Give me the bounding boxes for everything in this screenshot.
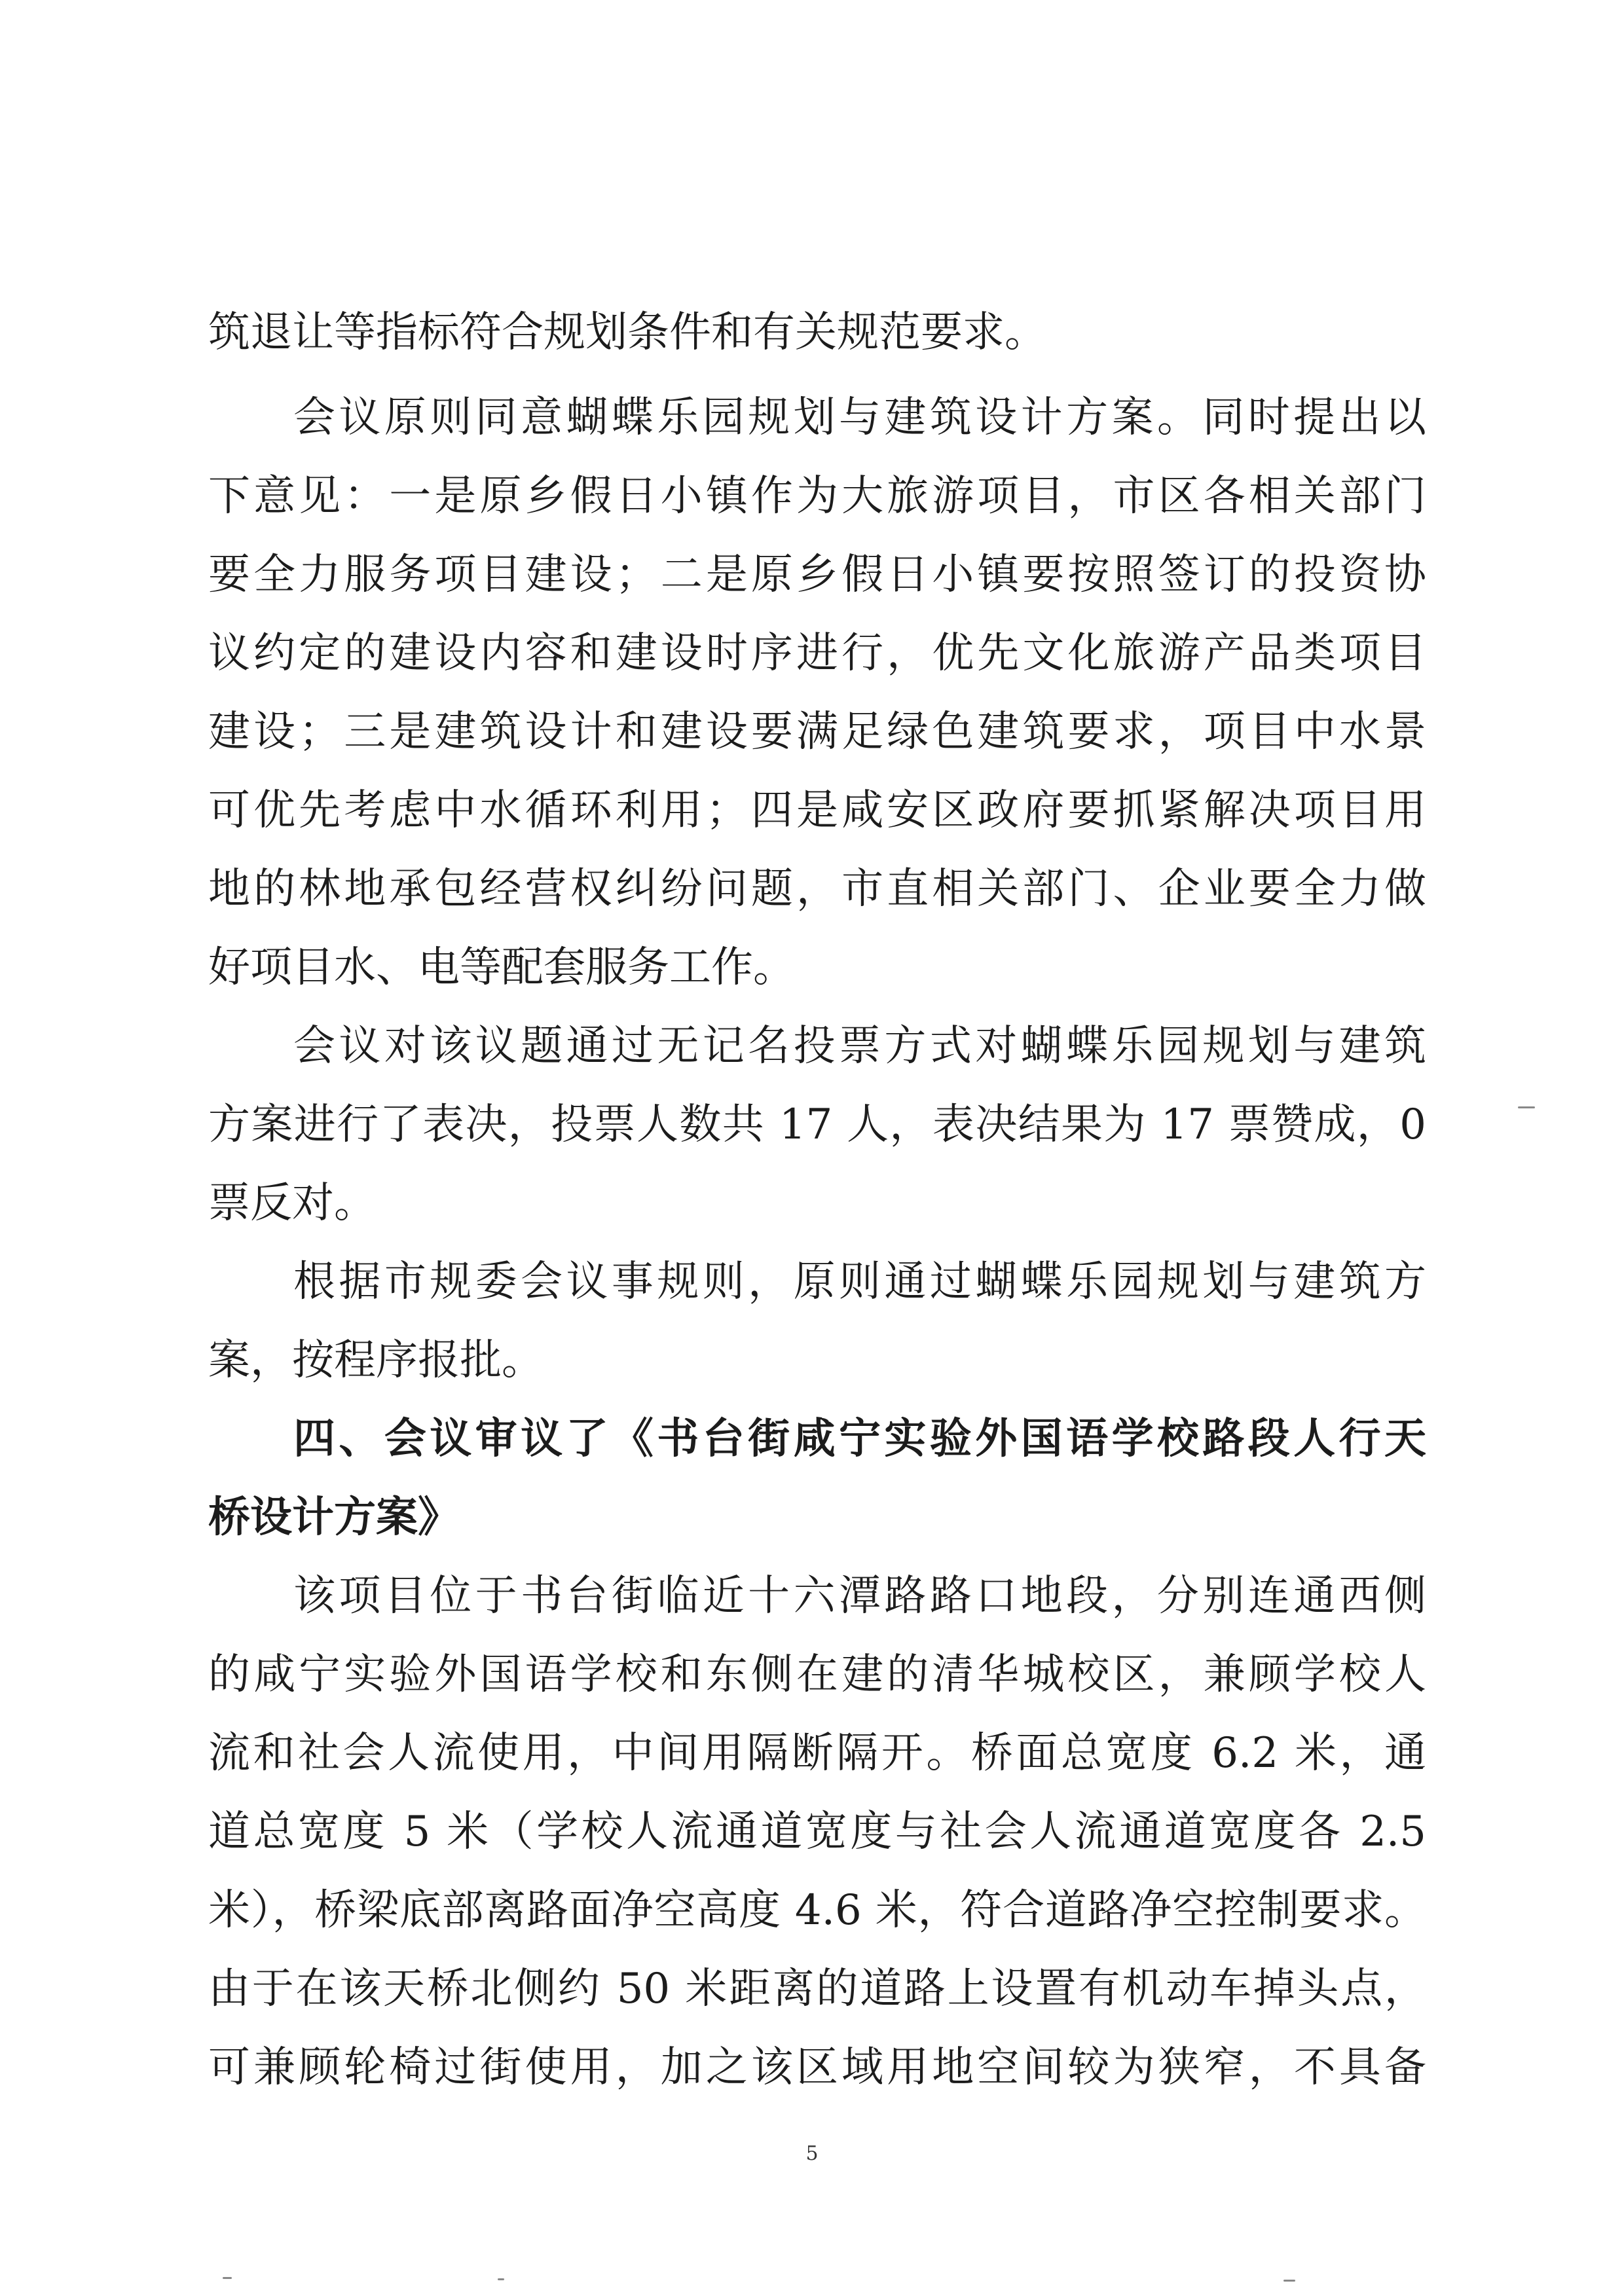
paragraph-opinion-line: 议约定的建设内容和建设时序进行，优先文化旅游产品类项目 (208, 629, 1426, 678)
paragraph-opinion-line: 下意见：一是原乡假日小镇作为大旅游项目，市区各相关部门 (208, 472, 1426, 520)
page-number: 5 (805, 2142, 819, 2165)
section-heading-line: 桥设计方案》 (208, 1493, 460, 1542)
paragraph-opinion-line: 建设；三是建筑设计和建设要满足绿色建筑要求，项目中水景 (208, 708, 1426, 756)
paragraph-bridge-line: 可兼顾轮椅过街使用，加之该区域用地空间较为狭窄，不具备 (208, 2043, 1426, 2092)
text-line-continuation: 筑退让等指标符合规划条件和有关规范要求。 (208, 308, 1046, 357)
paragraph-approval-line: 根据市规委会议事规则，原则通过蝴蝶乐园规划与建筑方 (293, 1258, 1426, 1306)
paragraph-bridge-line: 道总宽度 5 米（学校人流通道宽度与社会人流通道宽度各 2.5 (208, 1808, 1426, 1856)
scan-speck (223, 2277, 232, 2279)
paragraph-opinion-line: 会议原则同意蝴蝶乐园规划与建筑设计方案。同时提出以 (293, 393, 1426, 442)
paragraph-vote-line: 方案进行了表决，投票人数共 17 人，表决结果为 17 票赞成，0 (208, 1101, 1426, 1149)
paragraph-bridge-line: 该项目位于书台街临近十六潭路路口地段，分别连通西侧 (293, 1572, 1426, 1620)
paragraph-opinion-line: 好项目水、电等配套服务工作。 (208, 943, 795, 992)
scan-speck (1518, 1106, 1535, 1108)
paragraph-vote-line: 票反对。 (208, 1179, 376, 1228)
scan-speck (1283, 2280, 1295, 2282)
scan-speck (498, 2278, 504, 2280)
paragraph-opinion-line: 地的林地承包经营权纠纷问题，市直相关部门、企业要全力做 (208, 865, 1426, 913)
paragraph-bridge-line: 流和社会人流使用，中间用隔断隔开。桥面总宽度 6.2 米，通 (208, 1729, 1426, 1777)
paragraph-bridge-line: 由于在该天桥北侧约 50 米距离的道路上设置有机动车掉头点， (208, 1965, 1426, 2013)
paragraph-bridge-line: 的咸宁实验外国语学校和东侧在建的清华城校区，兼顾学校人 (208, 1650, 1426, 1699)
paragraph-approval-line: 案，按程序报批。 (208, 1336, 544, 1385)
paragraph-opinion-line: 要全力服务项目建设；二是原乡假日小镇要按照签订的投资协 (208, 551, 1426, 599)
paragraph-bridge-line: 米），桥梁底部离路面净空高度 4.6 米，符合道路净空控制要求。 (208, 1886, 1426, 1935)
paragraph-opinion-line: 可优先考虑中水循环利用；四是咸安区政府要抓紧解决项目用 (208, 786, 1426, 835)
section-heading-line: 四、会议审议了《书台街咸宁实验外国语学校路段人行天 (293, 1415, 1426, 1463)
paragraph-vote-line: 会议对该议题通过无记名投票方式对蝴蝶乐园规划与建筑 (293, 1022, 1426, 1070)
